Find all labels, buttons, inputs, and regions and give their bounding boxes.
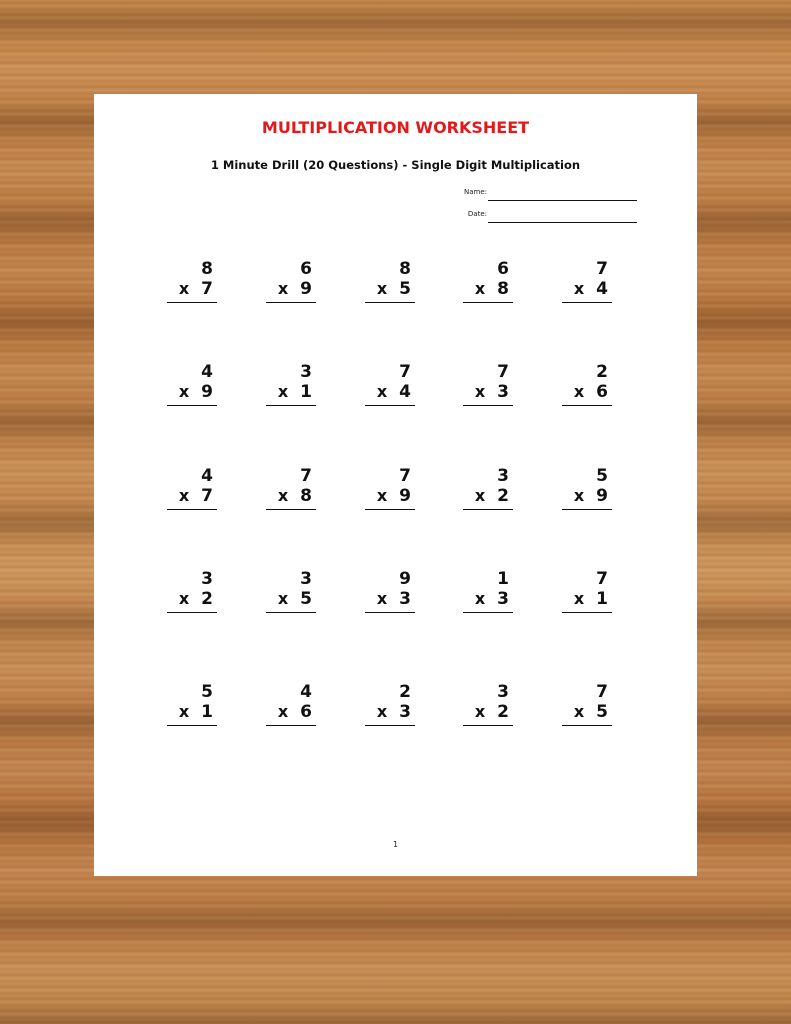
multiplier-row	[278, 486, 312, 506]
multiply-operator: x	[178, 702, 190, 721]
problem-card	[167, 259, 217, 303]
answer-line[interactable]	[167, 405, 217, 406]
multiplier-row	[278, 589, 312, 609]
multiplicand: 6	[497, 259, 509, 279]
multiply-operator: x	[376, 702, 388, 721]
multiplier-row	[574, 382, 608, 402]
answer-line[interactable]	[167, 509, 217, 510]
multiplicand: 8	[201, 259, 213, 279]
problem-card	[562, 682, 612, 726]
multiplier: 2	[497, 702, 509, 722]
multiply-operator: x	[474, 279, 486, 298]
multiplier-row	[475, 279, 509, 299]
multiplicand: 3	[300, 362, 312, 382]
problem-card	[562, 259, 612, 303]
multiplier: 3	[399, 702, 411, 722]
multiplicand: 7	[596, 682, 608, 702]
multiplicand: 7	[399, 466, 411, 486]
problem-card	[463, 466, 513, 510]
answer-line[interactable]	[167, 725, 217, 726]
worksheet-title: MULTIPLICATION WORKSHEET	[261, 118, 530, 137]
multiplicand: 3	[497, 466, 509, 486]
multiply-operator: x	[277, 486, 289, 505]
multiplier-row	[179, 589, 213, 609]
multiplier: 9	[596, 486, 608, 506]
answer-line[interactable]	[463, 509, 513, 510]
multiplicand: 4	[201, 362, 213, 382]
answer-line[interactable]	[365, 509, 415, 510]
multiplicand: 2	[596, 362, 608, 382]
multiplier-row	[377, 486, 411, 506]
problem-card	[562, 466, 612, 510]
multiply-operator: x	[474, 702, 486, 721]
multiplier-row	[377, 589, 411, 609]
answer-line[interactable]	[167, 612, 217, 613]
problem-card	[266, 466, 316, 510]
multiplier: 8	[497, 279, 509, 299]
multiply-operator: x	[277, 702, 289, 721]
multiplicand: 7	[399, 362, 411, 382]
multiplier: 2	[201, 589, 213, 609]
multiplier-row	[475, 702, 509, 722]
worksheet-page	[94, 94, 697, 876]
multiply-operator: x	[573, 702, 585, 721]
multiply-operator: x	[474, 486, 486, 505]
multiplicand: 6	[300, 259, 312, 279]
multiply-operator: x	[178, 589, 190, 608]
answer-line[interactable]	[266, 405, 316, 406]
multiplier: 9	[300, 279, 312, 299]
multiply-operator: x	[277, 382, 289, 401]
answer-line[interactable]	[463, 302, 513, 303]
multiply-operator: x	[573, 589, 585, 608]
multiplier: 3	[497, 382, 509, 402]
multiply-operator: x	[474, 382, 486, 401]
answer-line[interactable]	[463, 612, 513, 613]
multiplicand: 7	[300, 466, 312, 486]
multiplier-row	[179, 382, 213, 402]
multiplier: 3	[497, 589, 509, 609]
multiplier-row	[278, 279, 312, 299]
problem-card	[463, 259, 513, 303]
multiplicand: 3	[201, 569, 213, 589]
multiplicand: 5	[201, 682, 213, 702]
multiplier: 7	[201, 486, 213, 506]
multiplicand: 7	[596, 569, 608, 589]
multiplier-row	[475, 589, 509, 609]
multiplier: 4	[399, 382, 411, 402]
problem-card	[266, 569, 316, 613]
multiplier-row	[278, 702, 312, 722]
problem-card	[167, 682, 217, 726]
multiply-operator: x	[376, 589, 388, 608]
problem-card	[463, 569, 513, 613]
answer-line[interactable]	[365, 725, 415, 726]
multiply-operator: x	[376, 486, 388, 505]
problem-card	[365, 259, 415, 303]
problem-card	[562, 362, 612, 406]
multiplier: 5	[399, 279, 411, 299]
multiply-operator: x	[277, 589, 289, 608]
multiplier: 1	[596, 589, 608, 609]
problem-card	[562, 569, 612, 613]
answer-line[interactable]	[562, 405, 612, 406]
multiply-operator: x	[277, 279, 289, 298]
multiplier: 6	[300, 702, 312, 722]
multiplier-row	[179, 702, 213, 722]
multiplier-row	[179, 486, 213, 506]
answer-line[interactable]	[463, 725, 513, 726]
answer-line[interactable]	[562, 302, 612, 303]
problem-card	[266, 362, 316, 406]
multiplier: 6	[596, 382, 608, 402]
problem-card	[167, 466, 217, 510]
problem-card	[365, 362, 415, 406]
answer-line[interactable]	[463, 405, 513, 406]
multiplier: 3	[399, 589, 411, 609]
multiplier: 4	[596, 279, 608, 299]
answer-line[interactable]	[365, 302, 415, 303]
multiplicand: 1	[497, 569, 509, 589]
multiply-operator: x	[178, 486, 190, 505]
answer-line[interactable]	[167, 302, 217, 303]
multiply-operator: x	[178, 382, 190, 401]
worksheet-subtitle: 1 Minute Drill (20 Questions) - Single Digit Multiplication	[210, 158, 581, 172]
problem-card	[365, 682, 415, 726]
multiply-operator: x	[573, 279, 585, 298]
answer-line[interactable]	[562, 612, 612, 613]
multiply-operator: x	[376, 382, 388, 401]
multiplier-row	[574, 702, 608, 722]
multiplicand: 7	[596, 259, 608, 279]
problem-card	[266, 682, 316, 726]
answer-line[interactable]	[266, 509, 316, 510]
multiplicand: 3	[300, 569, 312, 589]
answer-line[interactable]	[562, 725, 612, 726]
name-label: Name:	[463, 188, 487, 196]
multiplier-row	[475, 382, 509, 402]
multiplicand: 4	[201, 466, 213, 486]
multiplier-row	[574, 589, 608, 609]
answer-line[interactable]	[266, 725, 316, 726]
multiplier-row	[377, 279, 411, 299]
answer-line[interactable]	[266, 302, 316, 303]
date-label: Date:	[467, 210, 487, 218]
multiplier: 1	[300, 382, 312, 402]
multiplier: 2	[497, 486, 509, 506]
multiplier-row	[179, 279, 213, 299]
multiplier-row	[475, 486, 509, 506]
multiplier: 5	[300, 589, 312, 609]
multiply-operator: x	[573, 486, 585, 505]
problem-card	[463, 682, 513, 726]
multiplier-row	[574, 486, 608, 506]
multiplier-row	[574, 279, 608, 299]
multiplier: 9	[399, 486, 411, 506]
answer-line[interactable]	[365, 612, 415, 613]
multiplicand: 7	[497, 362, 509, 382]
page-number: 1	[392, 840, 399, 849]
multiplier-row	[377, 702, 411, 722]
multiplier: 7	[201, 279, 213, 299]
multiply-operator: x	[573, 382, 585, 401]
multiply-operator: x	[178, 279, 190, 298]
multiplier: 8	[300, 486, 312, 506]
answer-line[interactable]	[562, 509, 612, 510]
problem-card	[463, 362, 513, 406]
problem-card	[167, 362, 217, 406]
multiplier-row	[278, 382, 312, 402]
problem-card	[167, 569, 217, 613]
multiplicand: 2	[399, 682, 411, 702]
multiply-operator: x	[376, 279, 388, 298]
multiplier-row	[377, 382, 411, 402]
problem-card	[266, 259, 316, 303]
problem-card	[365, 466, 415, 510]
multiplicand: 3	[497, 682, 509, 702]
multiplicand: 5	[596, 466, 608, 486]
problem-grid	[94, 94, 697, 876]
multiply-operator: x	[474, 589, 486, 608]
answer-line[interactable]	[365, 405, 415, 406]
multiplier: 9	[201, 382, 213, 402]
multiplicand: 4	[300, 682, 312, 702]
answer-line[interactable]	[266, 612, 316, 613]
multiplier: 5	[596, 702, 608, 722]
problem-card	[365, 569, 415, 613]
multiplicand: 8	[399, 259, 411, 279]
multiplier: 1	[201, 702, 213, 722]
multiplicand: 9	[399, 569, 411, 589]
